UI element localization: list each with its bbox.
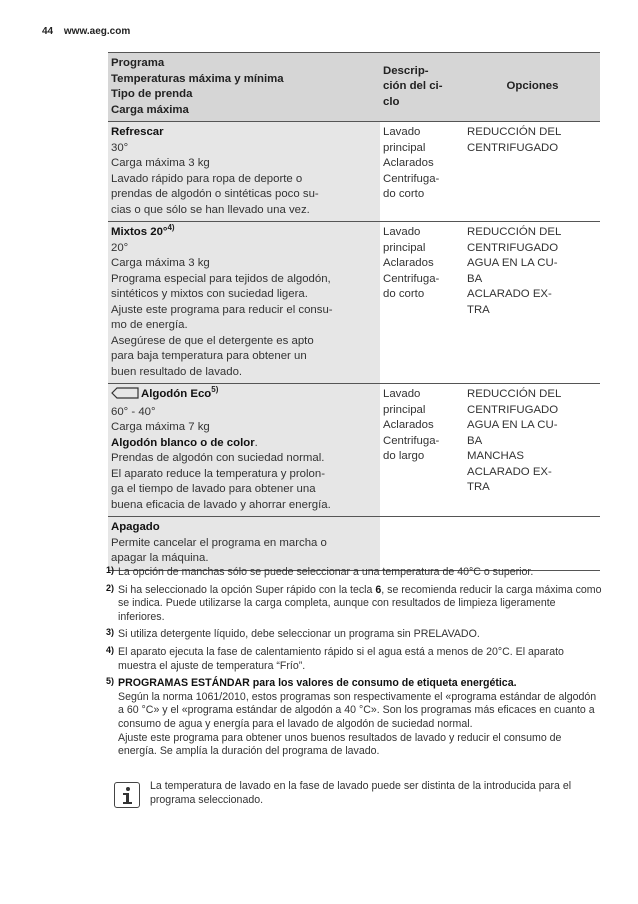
option-item: REDUCCIÓN DEL xyxy=(467,388,562,400)
option-item: AGUA EN LA CU- xyxy=(467,419,558,431)
program-name: Algodón Eco xyxy=(141,388,212,400)
program-detail: mo de energía. xyxy=(111,319,188,331)
program-detail: buen resultado de lavado. xyxy=(111,365,243,378)
program-detail: sintéticos y mixtos con suciedad ligera. xyxy=(111,288,308,300)
cycle-step: Aclarados xyxy=(383,419,434,431)
footnote-number: 4) xyxy=(106,644,115,655)
table-header-row xyxy=(108,53,600,122)
cycle-cell xyxy=(380,384,464,517)
cycle-cell xyxy=(380,122,464,222)
footnote-number: 2) xyxy=(106,582,115,593)
program-detail: Carga máxima 7 kg xyxy=(111,421,210,433)
header-program xyxy=(108,53,380,122)
option-item: TRA xyxy=(467,481,490,493)
option-item: CENTRIFUGADO xyxy=(467,141,559,154)
header-temperatures-line: Temperaturas máxima y mínima xyxy=(111,72,284,85)
footnotes xyxy=(106,566,602,763)
garment-type: Algodón blanco o de color xyxy=(111,436,255,449)
cycle-step: Centrifuga- xyxy=(383,434,440,447)
option-item: BA xyxy=(467,434,483,447)
footnote xyxy=(106,584,602,625)
footnote xyxy=(106,646,602,673)
footnote-ref: 5) xyxy=(211,385,219,394)
table-row xyxy=(108,222,600,384)
program-name: Apagado xyxy=(111,521,160,533)
options-cell xyxy=(464,384,600,517)
program-name: Refrescar xyxy=(111,126,164,138)
cycle-cell xyxy=(380,222,464,384)
footnote-text: Si ha seleccionado la opción Super rápido con la tecla xyxy=(118,583,376,596)
program-detail: Carga máxima 3 kg xyxy=(111,257,210,269)
options-cell xyxy=(464,122,600,222)
footnote-text: , se recomienda reducir la carga máxima como se indica. Puede utilizarse la carga completa, aunque con resultados de limpieza ligeramente inferiores. xyxy=(118,583,602,623)
cycle-step: Lavado xyxy=(383,126,421,138)
button-number: 6 xyxy=(375,583,382,596)
option-item: REDUCCIÓN DEL xyxy=(467,226,562,238)
program-cell xyxy=(108,517,380,571)
program-detail: cias o que sólo se han llevado una vez. xyxy=(111,203,310,216)
table-row xyxy=(108,122,600,222)
footnote-text: El aparato ejecuta la fase de calentamiento rápido si el agua está a menos de 20°C. El aparato muestra el ajuste de temperatura “Frío”. xyxy=(118,645,564,672)
footnote-number: 1) xyxy=(106,565,115,575)
option-item: TRA xyxy=(467,303,490,316)
cycle-step: Aclarados xyxy=(383,157,434,169)
eco-program-icon xyxy=(111,387,139,405)
cycle-cell xyxy=(380,517,464,571)
option-item: ACLARADO EX- xyxy=(467,465,552,478)
option-item: REDUCCIÓN DEL xyxy=(467,126,562,138)
table-row xyxy=(108,517,600,571)
program-detail: apagar la máquina. xyxy=(111,552,209,564)
program-detail: buena eficacia de lavado y ahorrar energía. xyxy=(111,498,331,511)
cycle-step: Lavado xyxy=(383,226,421,238)
cycle-step: do corto xyxy=(383,288,425,300)
site-url: www.aeg.com xyxy=(63,26,131,37)
program-detail: Ajuste este programa para reducir el consu- xyxy=(111,303,333,316)
cycle-step: Centrifuga- xyxy=(383,172,440,185)
page-number: 44 xyxy=(42,26,54,37)
program-name: Mixtos 20° xyxy=(111,226,168,238)
program-detail: 20° xyxy=(111,241,129,254)
cycle-step: Lavado xyxy=(383,388,421,400)
programs-table xyxy=(108,52,600,571)
page-header xyxy=(42,26,130,37)
header-cycle-line: Descrip- xyxy=(383,64,429,77)
footnote-text: Si utiliza detergente líquido, debe seleccionar un programa sin PRELAVADO. xyxy=(118,628,480,641)
footnote xyxy=(106,628,602,642)
program-detail: Lavado rápido para ropa de deporte o xyxy=(111,172,303,185)
footnote xyxy=(106,566,602,580)
program-detail: El aparato reduce la temperatura y prolon- xyxy=(111,467,326,480)
program-detail: Asegúrese de que el detergente es apto xyxy=(111,334,314,347)
header-cycle-line: clo xyxy=(383,95,400,108)
option-item: AGUA EN LA CU- xyxy=(467,257,558,269)
option-item: BA xyxy=(467,272,483,285)
cycle-step: Centrifuga- xyxy=(383,272,440,285)
garment-type-suffix: . xyxy=(254,436,258,449)
info-icon xyxy=(114,782,140,808)
footnote xyxy=(106,677,602,759)
options-cell xyxy=(464,517,600,571)
option-item: CENTRIFUGADO xyxy=(467,403,559,416)
program-detail: ga el tiempo de lavado para obtener una xyxy=(111,483,316,495)
program-detail: prendas de algodón o sintéticas poco su- xyxy=(111,188,319,200)
footnote-text: Según la norma 1061/2010, estos programas son respectivamente el «programa estándar de algodón a 60 °C» y el «programa estándar de algodón a 40 °C». Son los programas más eficaces en cuanto a consumo de agua y energía para el lavado de algodón de suciedad normal. xyxy=(118,690,597,730)
option-item: ACLARADO EX- xyxy=(467,288,552,300)
footnote-text: La opción de manchas sólo se puede seleccionar a una temperatura de 40°C o superior. xyxy=(118,566,534,578)
table-row xyxy=(108,384,600,517)
program-detail: Carga máxima 3 kg xyxy=(111,157,210,169)
program-detail: Permite cancelar el programa en marcha o xyxy=(111,536,327,549)
program-detail: 60° - 40° xyxy=(111,405,156,418)
option-item: MANCHAS xyxy=(467,450,524,462)
footnote-number: 3) xyxy=(106,627,115,638)
cycle-step: principal xyxy=(383,403,426,416)
cycle-step: Aclarados xyxy=(383,257,434,269)
program-detail xyxy=(111,436,378,452)
cycle-step: do corto xyxy=(383,188,425,200)
option-item: CENTRIFUGADO xyxy=(467,241,559,254)
program-cell xyxy=(108,122,380,222)
program-detail: para baja temperatura para obtener un xyxy=(111,350,307,362)
footnote-ref: 4) xyxy=(167,223,175,232)
options-cell xyxy=(464,222,600,384)
header-cycle-description xyxy=(380,53,464,122)
program-detail: 30° xyxy=(111,141,129,154)
footnote-text: Ajuste este programa para obtener unos buenos resultados de lavado y reducir el consumo de energía. Se amplía la duración del programa de lavado. xyxy=(118,731,562,758)
program-cell xyxy=(108,222,380,384)
cycle-step: do largo xyxy=(383,450,425,462)
header-garment-line: Tipo de prenda xyxy=(111,88,193,100)
header-load-line: Carga máxima xyxy=(111,103,189,116)
footnote-number: 5) xyxy=(106,676,115,687)
program-detail: Programa especial para tejidos de algodón, xyxy=(111,272,331,285)
cycle-step: principal xyxy=(383,141,426,154)
program-detail: Prendas de algodón con suciedad normal. xyxy=(111,452,325,464)
header-program-line: Programa xyxy=(111,57,165,69)
footnote-title: PROGRAMAS ESTÁNDAR para los valores de consumo de etiqueta energética. xyxy=(118,677,517,690)
cycle-step: principal xyxy=(383,241,426,254)
info-text: La temperatura de lavado en la fase de lavado puede ser distinta de la introducida para el programa seleccionado. xyxy=(150,780,572,806)
header-options: Opciones xyxy=(464,53,600,122)
header-cycle-line: ción del ci- xyxy=(383,80,443,93)
program-cell xyxy=(108,384,380,517)
